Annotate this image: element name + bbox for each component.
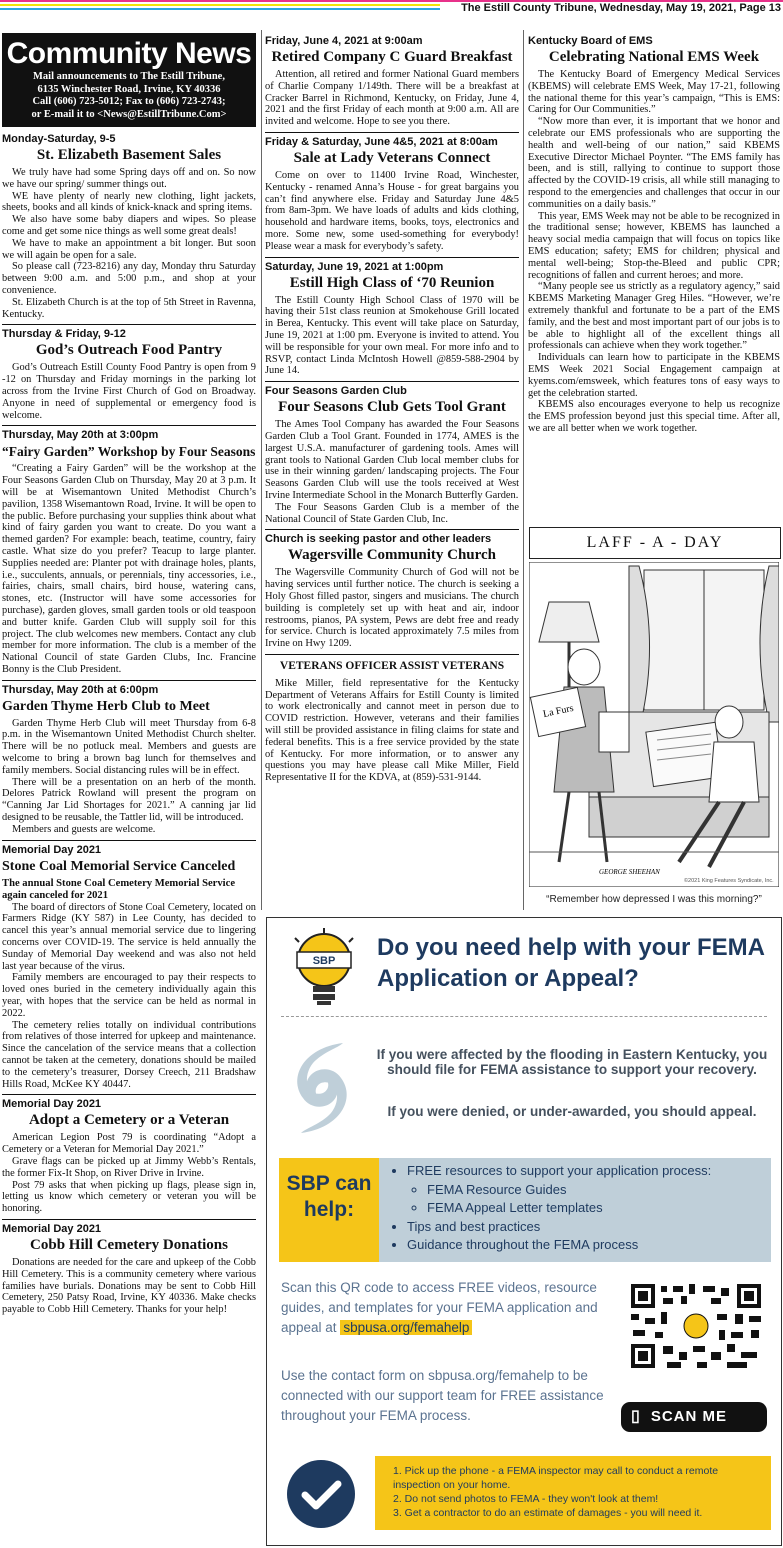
article-subhead: The annual Stone Coal Cemetery Memorial Service again canceled for 2021 <box>2 877 236 901</box>
article-guard-breakfast <box>265 35 519 128</box>
masthead-line: Call (606) 723-5012; Fax to (606) 723-2743; <box>32 96 226 107</box>
article-paragraph: We truly have had some Spring days off and on. So now we have our spring/ summer things out. <box>2 167 256 190</box>
article-paragraph: The Wagersville Community Church of God will not be having services until further notice. The church is seeking a Holy Ghost filled pastor, singers and musicians. The church building is completely set up with heat and air, indoor restrooms, pianos, PA system, Pews are debt free and ready for service. Church is located approximately 7.5 miles from Irvine on Hwy 1209. <box>265 567 519 650</box>
article-headline: Stone Coal Memorial Service Canceled <box>2 858 236 874</box>
article-divider <box>265 132 519 133</box>
article-paragraph: This year, EMS Week may not be able to be recognized in the traditional sense; however, KBEMS has launched a heavy social media campaign that will focus on topics like EMS education; safety; EMS for children; physical and mental well-being; Stop-the-Bleed and public CPR; recognitions of fallen and current heroes; and more. <box>528 210 780 281</box>
comic-signature: GEORGE SHEEHAN <box>599 868 660 876</box>
masthead-line: 6135 Winchester Road, Irvine, KY 40336 <box>37 83 221 95</box>
article-paragraph: Grave flags can be picked up at Jimmy Webb’s Rentals, the former Fix-It Shop, on River Drive in Irvine. <box>2 1156 256 1179</box>
article-ems-week <box>528 35 780 435</box>
article-headline: Adopt a Cemetery or a Veteran <box>28 1112 230 1129</box>
article-veterans-officer <box>265 658 519 784</box>
comic-illustration <box>529 562 779 887</box>
article-paragraph: The Estill County High School Class of 1970 will be having their 51st class reunion at Smokehouse Grill located in Berea, Kentucky. This event will take place on Saturday, June 19, 2021 at 1:00 pm. Everyone is invited to attend. You will be responsible for your own meal. For more info and to RSVP, contact Linda McIntosh Howell @859-588-2904 by June 14. <box>265 294 519 377</box>
article-paragraph: God’s Outreach Estill County Food Pantry is open from 9 -12 on Thursday and Friday mornings in the parking lot across from the Irvine First Church of God on Broadway. Anyone in need of supplemental or emergency food is welcome. <box>2 362 256 421</box>
article-paragraph: Mike Miller, field representative for the Kentucky Department of Veterans Affairs for Estill County is limited to work electronically and cannot meet in person due to COVID restriction. However, veterans and their families will still be provided assistance in filing claims for state and federal benefits. This is a free service provided by the state of Kentucky. For more information, or to answer any questions you may have please call Mike Miller, Field Representative II for the KDVA, at (859)-531-9144. <box>265 677 519 784</box>
article-headline: Wagersville Community Church <box>287 547 497 564</box>
article-class-reunion <box>265 261 519 378</box>
article-paragraph: Donations are needed for the care and upkeep of the Cobb Hill Cemetery. This is a community cemetery where various families have burials. Donations may be sent to Cobb Hill Cemetery, 250 Patsy Road, Irvine, KY 40336. Make checks payable to Cobb Hill Cemetery. Thanks for your help! <box>2 1256 256 1316</box>
article-stone-coal <box>2 844 256 1091</box>
contact-form-text: Use the contact form on sbpusa.org/femahelp to be connected with our support team for FREE assistance throughout your FEMA process. <box>281 1368 604 1423</box>
help-item: • Tips and best practices <box>407 1218 711 1237</box>
community-news-title: Community News <box>6 37 252 70</box>
masthead-line: Mail announcements to The Estill Tribune, <box>33 71 225 82</box>
article-paragraph: There will be a presentation on an herb of the month. Delores Patrick Rowland will present the program on “Canning Jar Lid Shortages for 2021.” A canning jar lid designed to be reusable, the Tattler lid, will be introduced. <box>2 776 256 824</box>
article-paragraph: WE have plenty of nearly new clothing, light jackets, sheets, books and all kinds of knick-knack and spring items. <box>2 190 256 214</box>
article-paragraph: Attention, all retired and former National Guard members of Charlie Company 1/149th. There will be a breakfast at Cracker Barrel in Richmond, Kentucky, on Friday, June 4, 2021 and the first Friday of each month at 9:00 a.m. All are invited and welcome. Hope to see you there. <box>265 69 519 128</box>
article-divider <box>265 257 519 258</box>
article-st-elizabeth <box>2 133 256 320</box>
article-divider <box>265 381 519 382</box>
article-headline: God’s Outreach Food Pantry <box>35 342 223 359</box>
article-paragraph: The Ames Tool Company has awarded the Four Seasons Garden Club a Tool Grant. Founded in 1774, AMES is the largest U.S.A. manufacturer of gardening tools. Ames will grant tools to National Garden Club local member clubs for use in their winning garden/ landscaping projects. The Four Seasons Garden Club will use the tools received at West Irvine Intermediate School in the Monarch Butterfly Garden. <box>265 419 519 501</box>
fema-step: 2. Do not send photos to FEMA - they won't look at them! <box>393 1493 659 1505</box>
column-2 <box>265 35 519 784</box>
scan-qr-copy: Scan this QR code to access FREE videos, resource guides, and templates for your FEMA application and appeal at <box>281 1280 598 1335</box>
checkmark-icon <box>285 1458 357 1530</box>
article-headline: Retired Company C Guard Breakfast <box>271 49 513 65</box>
article-paragraph: “Many people see us strictly as a regulatory agency,” said KBEMS Marketing Manager Greg Hiles. “However, we’re extremely thankful and fortunate to be a part of the EMS family, and the best and most important part of our jobs is to be able to highlight all of the excellent things all professionals can achieve when they work together.” <box>528 281 780 352</box>
article-tool-grant <box>265 385 519 525</box>
community-news-box <box>2 33 256 127</box>
fema-step: 1. Pick up the phone - a FEMA inspector may call to conduct a remote inspection on your home. <box>393 1465 719 1491</box>
article-kicker: Thursday & Friday, 9-12 <box>2 328 126 341</box>
article-paragraph: Members and guests are welcome. <box>12 823 156 835</box>
article-headline: Estill High Class of ‘70 Reunion <box>289 274 495 291</box>
article-paragraph: KBEMS also encourages everyone to help us recognize the EMS profession beyond just this special time. After all, we are all better when we work together. <box>528 399 780 434</box>
ad-flooding-text: If you were affected by the flooding in Eastern Kentucky, you should file for FEMA assistance to support your recovery. <box>376 1047 768 1077</box>
article-kicker: Memorial Day 2021 <box>2 1222 102 1235</box>
article-kicker: Friday, June 4, 2021 at 9:00am <box>265 35 423 47</box>
article-divider <box>2 1094 256 1095</box>
phone-icon: ▯ <box>631 1408 641 1426</box>
article-paragraph: The cemetery relies totally on individual contributions from relatives of those interred for upkeep and maintenance. Since the cancelation of the service means that a collection cannot be taken at the cemetery, donations should be mailed to the cemetery’s treasurer, Dorsey Creech, 211 Bradshaw Hills Road, McKee KY 40447. <box>2 1019 256 1090</box>
article-paragraph: We have to make an appointment a bit longer. But soon we will again be open for a sale. <box>2 237 256 261</box>
article-paragraph: We also have some baby diapers and wipes. So please come and get some nice things as well some great deals! <box>2 214 256 237</box>
femahelp-link[interactable]: sbpusa.org/femahelp <box>340 1320 472 1335</box>
article-paragraph: Garden Thyme Herb Club will meet Thursday from 6-8 p.m. in the Wisemantown United Methodist Church shelter. There will be no potluck meal. Members and guests are welcome to bring a brown bag lunch for themselves and family members. Social distancing rules will be in effect. <box>2 717 256 776</box>
article-food-pantry <box>2 328 256 421</box>
column-divider <box>261 30 262 910</box>
article-kicker: Four Seasons Garden Club <box>265 385 407 398</box>
masthead-line: or E-mail it to <News@EstillTribune.Com> <box>31 108 227 120</box>
help-item-text: FREE resources to support your application process: <box>407 1163 712 1178</box>
article-kicker: Church is seeking pastor and other leaders <box>265 533 492 546</box>
article-paragraph: American Legion Post 79 is coordinating “Adopt a Cemetery or a Veteran for Memorial Day 2021.” <box>2 1132 256 1156</box>
ad-headline: Do you need help with your FEMA Application or Appeal? <box>377 934 765 992</box>
article-divider <box>2 425 256 426</box>
article-headline: “Fairy Garden” Workshop by Four Seasons <box>2 444 256 460</box>
help-list <box>391 1162 711 1255</box>
box-text: La Furs <box>542 702 575 721</box>
article-divider <box>2 840 256 841</box>
article-divider <box>2 324 256 325</box>
help-item <box>407 1162 711 1218</box>
article-kicker: Thursday, May 20th at 6:00pm <box>2 683 159 696</box>
article-headline: Garden Thyme Herb Club to Meet <box>2 698 210 714</box>
article-kicker: Memorial Day 2021 <box>2 843 102 856</box>
article-headline: Cobb Hill Cemetery Donations <box>30 1236 228 1253</box>
article-paragraph: “Creating a Fairy Garden” will be the workshop at the Four Seasons Garden Club on Thursday, May 20 at 3 p.m. It will be at Wisemantown United Methodist Church’s pavilion, 1358 Wisemantown Road, Irvine. It will be open to the public. Before purchasing your supplies think about what kind of fairy garden you want to create. Do you want a themed garden? For example: beach, teatime, country, fairy castle. What size do you prefer? Teacup to large planter. Supplies needed are: Planter pot with drainage holes, plants, i.e., succulents, annuals, or perennials, tiny accessories, i.e., fairies, chairs, small chairs, bird house, watering cans, stones, etc. (Instructor will have some accessories for purchase), garden gloves, small garden tools or old teaspoon and butter knife. Garden Club will supply soil for this project. The club welcomes new members. Contact any club member for more information. The club is a member of the National Council of state Garden Clubs, Inc. Francine Bonny is the Club President. <box>2 463 256 675</box>
article-kicker: Friday & Saturday, June 4&5, 2021 at 8:00am <box>265 135 498 148</box>
article-paragraph: “Now more than ever, it is important that we honor and celebrate our EMS professionals who are supporting the health and well-being of our nation,” said KBEMS Executive Director Michael Poynter. “The EMS family has been, and is still, rallying to continue to support those affected by the COVID-19 crisis, all while still managing to respond to the emergencies and challenges that occur in our communities on a daily basis.” <box>528 116 780 210</box>
column-1 <box>2 33 256 1316</box>
article-divider <box>265 654 519 655</box>
article-paragraph: So please call (723-8216) any day, Monday thru Saturday between 9:00 a.m. and 5:00 p.m., and shop at your convenience. <box>2 261 256 296</box>
article-paragraph: Family members are encouraged to pay their respects to loved ones buried in the cemetery individually again this year, with hopes that the service can be held as normal in 2022. <box>2 972 256 1019</box>
help-item: • Guidance throughout the FEMA process <box>407 1236 711 1255</box>
article-garden-thyme <box>2 684 256 836</box>
article-kicker: Monday-Saturday, 9-5 <box>2 133 116 145</box>
qr-code-icon[interactable] <box>627 1282 765 1370</box>
article-paragraph: Come on over to 11400 Irvine Road, Winchester, Kentucky - renamed Anna’s House - for great bargains you can’t find anywhere else. Friday and Saturday June 4&5 from 8am-3pm. We have loads of adults and kids clothing, household and hardware items, books, toys, electronics and more. Some new, some used-something for everybody! Please wear a mask for everybody’s safety. <box>265 169 519 252</box>
article-paragraph: Individuals can learn how to participate in the KBEMS EMS Week 2021 Social Engagement campaign at kyems.com/emsweek, which features tons of easy ways to get the celebration started. <box>528 352 780 399</box>
article-adopt-cemetery <box>2 1098 256 1215</box>
comic-caption: “Remember how depressed I was this morning?” <box>546 894 762 905</box>
article-lady-veterans <box>265 136 519 253</box>
article-divider <box>2 1219 256 1220</box>
article-headline: St. Elizabeth Basement Sales <box>36 147 222 163</box>
article-headline: Celebrating National EMS Week <box>548 49 760 65</box>
ad-divider <box>281 1016 767 1017</box>
sbp-help-band <box>279 1158 771 1262</box>
article-divider <box>265 529 519 530</box>
help-subitem: ◦ FEMA Appeal Letter templates <box>427 1199 711 1218</box>
sbp-logo-text: SBP <box>312 955 336 967</box>
article-fairy-garden <box>2 429 256 675</box>
article-headline: VETERANS OFFICER ASSIST VETERANS <box>279 659 505 672</box>
comic-title: LAFF - A - DAY <box>529 527 781 559</box>
scan-qr-text <box>281 1278 621 1338</box>
article-kicker: Saturday, June 19, 2021 at 1:00pm <box>265 260 444 273</box>
hurricane-icon <box>283 1038 361 1138</box>
fema-step: 3. Get a contractor to do an estimate of damages - you will need it. <box>393 1507 703 1519</box>
column-3 <box>528 35 780 435</box>
article-headline: Four Seasons Club Gets Tool Grant <box>278 399 506 416</box>
sbp-can-help-label: SBP can help: <box>279 1158 379 1262</box>
column-divider <box>523 30 524 910</box>
article-paragraph: The Kentucky Board of Emergency Medical Services (KBEMS) will celebrate EMS Week, May 17-21, following the national theme for this year’s campaign, “This is EMS: Caring for Our Communities.” <box>528 69 780 116</box>
article-paragraph: The board of directors of Stone Coal Cemetery, located on Farmers Ridge (KY 587) in Lee County, has decided to cancel this year’s annual memorial service due to lingering concerns over COVID-19. The service is held annually the Sunday of Memorial Day weekend and was also not held last year because of the virus. <box>2 901 256 972</box>
article-cobb-hill <box>2 1223 256 1316</box>
scan-me-label: SCAN ME <box>650 1408 727 1426</box>
comic-copyright: ©2021 King Features Syndicate, Inc. <box>684 878 774 884</box>
page-header: The Estill County Tribune, Wednesday, May 19, 2021, Page 13 <box>440 2 783 16</box>
sbp-lightbulb-logo <box>289 928 359 1008</box>
article-kicker: Kentucky Board of EMS <box>528 35 653 47</box>
fema-ad <box>266 917 782 1546</box>
article-paragraph: The Four Seasons Garden Club is a member of the National Council of State Garden Club, Inc. <box>265 501 519 525</box>
article-paragraph: Post 79 asks that when picking up flags, please sign in, letting us know which cemetery or veteran you will be honoring. <box>2 1179 256 1215</box>
article-divider <box>2 680 256 681</box>
help-subitem: ◦ FEMA Resource Guides <box>427 1181 711 1200</box>
article-wagersville <box>265 533 519 650</box>
ad-appeal-text: If you were denied, or under-awarded, you should appeal. <box>387 1104 757 1119</box>
article-headline: Sale at Lady Veterans Connect <box>293 149 491 166</box>
fema-steps <box>375 1456 771 1530</box>
scan-me-badge <box>621 1402 767 1432</box>
article-paragraph: St. Elizabeth Church is at the top of 5th Street in Ravenna, Kentucky. <box>2 296 256 320</box>
article-kicker: Memorial Day 2021 <box>2 1098 102 1111</box>
article-kicker: Thursday, May 20th at 3:00pm <box>2 429 159 442</box>
